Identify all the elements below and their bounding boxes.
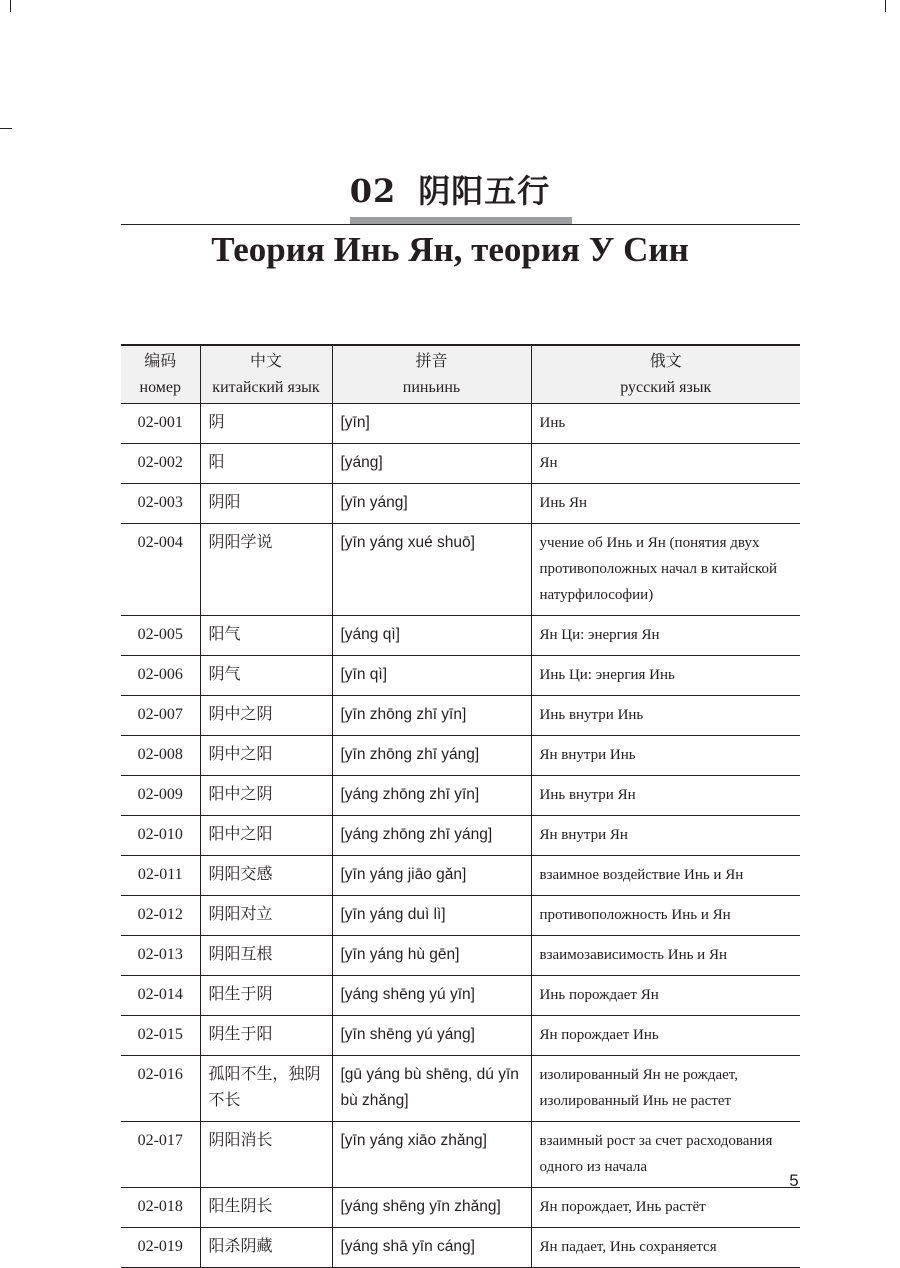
crop-mark-left xyxy=(0,128,12,129)
table-row xyxy=(121,524,800,616)
column-header-russian: пиньинь xyxy=(402,378,461,396)
term-russian: Инь порождает Ян xyxy=(531,976,800,1016)
term-russian: Инь Ян xyxy=(531,484,800,524)
term-code: 02-017 xyxy=(121,1122,200,1188)
column-header xyxy=(121,345,200,404)
header-row xyxy=(121,345,800,404)
term-russian: изолированный Ян не рождает, изолированный Инь не растет xyxy=(531,1056,800,1122)
term-russian: Ян порождает, Инь растёт xyxy=(531,1188,800,1228)
column-header-russian: русский язык xyxy=(620,378,712,396)
term-pinyin: [yīn yáng] xyxy=(332,484,531,524)
term-code: 02-001 xyxy=(121,404,200,444)
table-row xyxy=(121,1228,800,1268)
term-chinese: 阳杀阴藏 xyxy=(200,1228,332,1268)
term-russian: Ян падает, Инь сохраняется xyxy=(531,1228,800,1268)
table-row xyxy=(121,976,800,1016)
term-code: 02-006 xyxy=(121,656,200,696)
term-russian: Ян внутри Ян xyxy=(531,816,800,856)
term-code: 02-019 xyxy=(121,1228,200,1268)
term-russian: Инь Ци: энергия Инь xyxy=(531,656,800,696)
term-code: 02-013 xyxy=(121,936,200,976)
column-header-chinese: 编码 xyxy=(144,352,177,370)
chapter-number: 02 xyxy=(349,172,397,210)
term-chinese: 阴阳对立 xyxy=(200,896,332,936)
term-chinese: 阳生阴长 xyxy=(200,1188,332,1228)
table-row xyxy=(121,1056,800,1122)
term-russian: Инь внутри Ян xyxy=(531,776,800,816)
column-header-chinese: 拼音 xyxy=(415,352,448,370)
term-pinyin: [yīn zhōng zhī yīn] xyxy=(332,696,531,736)
term-russian: взаимный рост за счет расходования одного из начала xyxy=(531,1122,800,1188)
table-row xyxy=(121,656,800,696)
table-row xyxy=(121,696,800,736)
term-chinese: 阳气 xyxy=(200,616,332,656)
term-chinese: 阴阳交感 xyxy=(200,856,332,896)
crop-mark-top-right xyxy=(885,0,886,12)
title-accent-bar xyxy=(350,217,572,224)
term-chinese: 阴阳消长 xyxy=(200,1122,332,1188)
term-russian: Ян xyxy=(531,444,800,484)
table-row xyxy=(121,856,800,896)
term-chinese: 阴中之阴 xyxy=(200,696,332,736)
term-code: 02-004 xyxy=(121,524,200,616)
term-pinyin: [yáng] xyxy=(332,444,531,484)
term-pinyin: [yīn yáng jiāo gǎn] xyxy=(332,856,531,896)
term-pinyin: [yīn yáng duì lì] xyxy=(332,896,531,936)
term-chinese: 阴阳 xyxy=(200,484,332,524)
term-russian: Инь xyxy=(531,404,800,444)
term-pinyin: [yáng qì] xyxy=(332,616,531,656)
table-row xyxy=(121,444,800,484)
table-row xyxy=(121,936,800,976)
page-number: 5 xyxy=(789,1171,799,1190)
term-russian: Инь внутри Инь xyxy=(531,696,800,736)
term-pinyin: [yīn yáng hù gēn] xyxy=(332,936,531,976)
term-pinyin: [yáng zhōng zhī yīn] xyxy=(332,776,531,816)
column-header xyxy=(332,345,531,404)
table-row xyxy=(121,816,800,856)
term-pinyin: [yīn yáng xué shuō] xyxy=(332,524,531,616)
title-divider xyxy=(121,224,800,225)
column-header xyxy=(531,345,800,404)
term-pinyin: [yáng shā yīn cáng] xyxy=(332,1228,531,1268)
crop-mark-top-left xyxy=(10,0,11,12)
term-pinyin: [gū yáng bù shēng, dú yīn bù zhǎng] xyxy=(332,1056,531,1122)
table-row xyxy=(121,1016,800,1056)
term-pinyin: [yīn] xyxy=(332,404,531,444)
table-row xyxy=(121,776,800,816)
term-code: 02-005 xyxy=(121,616,200,656)
term-chinese: 阴阳学说 xyxy=(200,524,332,616)
term-chinese: 阴生于阳 xyxy=(200,1016,332,1056)
term-chinese: 阳生于阴 xyxy=(200,976,332,1016)
chapter-title-chinese xyxy=(0,166,900,212)
term-code: 02-012 xyxy=(121,896,200,936)
column-header-russian: китайский язык xyxy=(212,378,320,396)
table-header xyxy=(121,345,800,404)
table-row xyxy=(121,404,800,444)
column-header-chinese: 俄文 xyxy=(649,352,682,370)
term-chinese: 阴 xyxy=(200,404,332,444)
chapter-name-chinese: 阴阳五行 xyxy=(418,172,551,210)
table-row xyxy=(121,616,800,656)
term-code: 02-016 xyxy=(121,1056,200,1122)
table-row xyxy=(121,1188,800,1228)
term-code: 02-014 xyxy=(121,976,200,1016)
term-chinese: 阴气 xyxy=(200,656,332,696)
column-header xyxy=(200,345,332,404)
table-body xyxy=(121,404,800,1268)
term-code: 02-003 xyxy=(121,484,200,524)
term-russian: Ян Ци: энергия Ян xyxy=(531,616,800,656)
term-chinese: 阴阳互根 xyxy=(200,936,332,976)
term-chinese: 阳中之阴 xyxy=(200,776,332,816)
term-code: 02-002 xyxy=(121,444,200,484)
term-code: 02-009 xyxy=(121,776,200,816)
term-russian: Ян внутри Инь xyxy=(531,736,800,776)
term-pinyin: [yáng zhōng zhī yáng] xyxy=(332,816,531,856)
term-chinese: 阳 xyxy=(200,444,332,484)
term-russian: Ян порождает Инь xyxy=(531,1016,800,1056)
term-code: 02-008 xyxy=(121,736,200,776)
table-row xyxy=(121,484,800,524)
column-header-russian: номер xyxy=(139,378,181,396)
term-pinyin: [yáng shēng yīn zhǎng] xyxy=(332,1188,531,1228)
term-russian: взаимозависимость Инь и Ян xyxy=(531,936,800,976)
table-row xyxy=(121,896,800,936)
term-code: 02-007 xyxy=(121,696,200,736)
term-code: 02-015 xyxy=(121,1016,200,1056)
term-pinyin: [yīn shēng yú yáng] xyxy=(332,1016,531,1056)
term-russian: противоположность Инь и Ян xyxy=(531,896,800,936)
table-row xyxy=(121,1122,800,1188)
term-russian: учение об Инь и Ян (понятия двух противоположных начал в китайской натурфилософии) xyxy=(531,524,800,616)
column-header-chinese: 中文 xyxy=(249,352,282,370)
term-russian: взаимное воздействие Инь и Ян xyxy=(531,856,800,896)
term-chinese: 阳中之阳 xyxy=(200,816,332,856)
term-chinese: 阴中之阳 xyxy=(200,736,332,776)
chapter-title-russian: Теория Инь Ян, теория У Син xyxy=(211,230,689,269)
term-chinese: 孤阳不生，独阴不长 xyxy=(200,1056,332,1122)
term-code: 02-011 xyxy=(121,856,200,896)
terms-table xyxy=(121,344,800,1268)
term-pinyin: [yīn qì] xyxy=(332,656,531,696)
term-code: 02-018 xyxy=(121,1188,200,1228)
term-pinyin: [yáng shēng yú yīn] xyxy=(332,976,531,1016)
table-row xyxy=(121,736,800,776)
term-pinyin: [yīn zhōng zhī yáng] xyxy=(332,736,531,776)
term-pinyin: [yīn yáng xiāo zhǎng] xyxy=(332,1122,531,1188)
term-code: 02-010 xyxy=(121,816,200,856)
